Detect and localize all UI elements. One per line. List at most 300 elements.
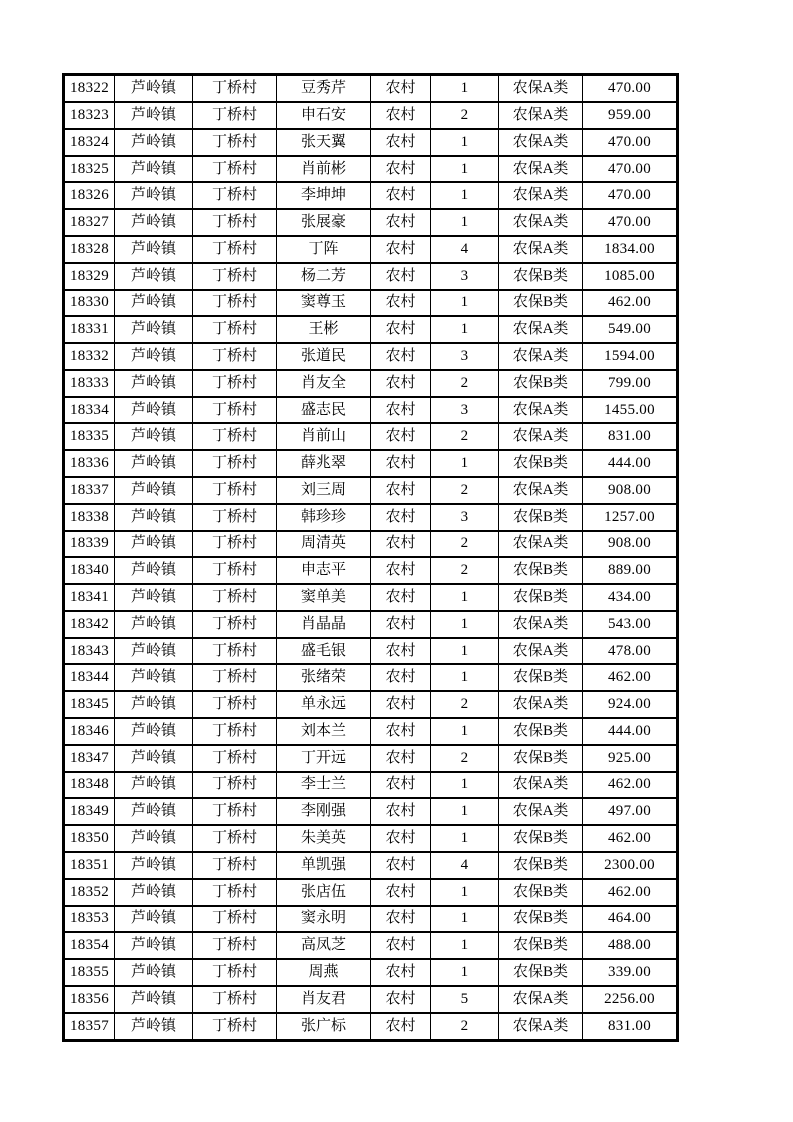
cell-insurance-category: 农保B类 — [499, 263, 583, 290]
table-row — [64, 397, 678, 424]
table-row — [64, 531, 678, 558]
cell-person-name: 盛毛银 — [277, 638, 371, 665]
cell-residence-type: 农村 — [371, 772, 431, 799]
cell-person-count: 1 — [431, 156, 499, 183]
cell-insurance-category: 农保A类 — [499, 397, 583, 424]
cell-insurance-category: 农保A类 — [499, 772, 583, 799]
cell-person-name: 杨二芳 — [277, 263, 371, 290]
cell-insurance-category: 农保B类 — [499, 906, 583, 933]
cell-amount: 434.00 — [583, 584, 678, 611]
cell-person-name: 薛兆翠 — [277, 450, 371, 477]
table-row — [64, 691, 678, 718]
table-row — [64, 718, 678, 745]
cell-town: 芦岭镇 — [115, 182, 193, 209]
cell-town: 芦岭镇 — [115, 932, 193, 959]
cell-person-name: 韩珍珍 — [277, 504, 371, 531]
table-row — [64, 611, 678, 638]
table-row — [64, 316, 678, 343]
cell-record-id: 18339 — [64, 531, 115, 558]
cell-residence-type: 农村 — [371, 611, 431, 638]
cell-insurance-category: 农保B类 — [499, 825, 583, 852]
cell-person-count: 1 — [431, 638, 499, 665]
cell-village: 丁桥村 — [193, 316, 277, 343]
cell-person-count: 3 — [431, 397, 499, 424]
cell-residence-type: 农村 — [371, 504, 431, 531]
table-row — [64, 343, 678, 370]
cell-residence-type: 农村 — [371, 932, 431, 959]
cell-village: 丁桥村 — [193, 236, 277, 263]
cell-person-count: 1 — [431, 584, 499, 611]
cell-person-name: 周清英 — [277, 531, 371, 558]
cell-person-count: 1 — [431, 959, 499, 986]
cell-village: 丁桥村 — [193, 825, 277, 852]
cell-person-name: 窦单美 — [277, 584, 371, 611]
cell-residence-type: 农村 — [371, 450, 431, 477]
cell-residence-type: 农村 — [371, 316, 431, 343]
cell-record-id: 18344 — [64, 664, 115, 691]
cell-insurance-category: 农保A类 — [499, 477, 583, 504]
cell-person-name: 周燕 — [277, 959, 371, 986]
cell-village: 丁桥村 — [193, 343, 277, 370]
cell-insurance-category: 农保B类 — [499, 664, 583, 691]
cell-record-id: 18351 — [64, 852, 115, 879]
cell-town: 芦岭镇 — [115, 638, 193, 665]
cell-village: 丁桥村 — [193, 504, 277, 531]
cell-residence-type: 农村 — [371, 263, 431, 290]
cell-amount: 831.00 — [583, 423, 678, 450]
cell-insurance-category: 农保B类 — [499, 504, 583, 531]
cell-insurance-category: 农保A类 — [499, 102, 583, 129]
cell-amount: 470.00 — [583, 129, 678, 156]
cell-residence-type: 农村 — [371, 959, 431, 986]
cell-insurance-category: 农保B类 — [499, 959, 583, 986]
cell-town: 芦岭镇 — [115, 504, 193, 531]
cell-person-count: 3 — [431, 263, 499, 290]
cell-person-name: 李刚强 — [277, 798, 371, 825]
table-row — [64, 932, 678, 959]
cell-village: 丁桥村 — [193, 638, 277, 665]
cell-person-count: 1 — [431, 825, 499, 852]
table-row — [64, 129, 678, 156]
cell-residence-type: 农村 — [371, 557, 431, 584]
cell-amount: 908.00 — [583, 531, 678, 558]
cell-person-count: 1 — [431, 932, 499, 959]
table-row — [64, 75, 678, 103]
cell-insurance-category: 农保A类 — [499, 798, 583, 825]
cell-record-id: 18331 — [64, 316, 115, 343]
cell-person-count: 1 — [431, 611, 499, 638]
cell-village: 丁桥村 — [193, 986, 277, 1013]
cell-town: 芦岭镇 — [115, 343, 193, 370]
cell-person-count: 1 — [431, 450, 499, 477]
cell-insurance-category: 农保A类 — [499, 611, 583, 638]
cell-amount: 1085.00 — [583, 263, 678, 290]
table-row — [64, 745, 678, 772]
cell-village: 丁桥村 — [193, 182, 277, 209]
cell-amount: 444.00 — [583, 450, 678, 477]
cell-record-id: 18355 — [64, 959, 115, 986]
cell-insurance-category: 农保A类 — [499, 316, 583, 343]
cell-residence-type: 农村 — [371, 691, 431, 718]
cell-person-count: 2 — [431, 531, 499, 558]
cell-village: 丁桥村 — [193, 531, 277, 558]
cell-record-id: 18353 — [64, 906, 115, 933]
cell-town: 芦岭镇 — [115, 102, 193, 129]
cell-village: 丁桥村 — [193, 611, 277, 638]
cell-person-count: 1 — [431, 75, 499, 103]
table-row — [64, 156, 678, 183]
cell-person-count: 2 — [431, 745, 499, 772]
cell-town: 芦岭镇 — [115, 879, 193, 906]
cell-person-name: 刘三周 — [277, 477, 371, 504]
cell-amount: 831.00 — [583, 1013, 678, 1041]
cell-person-name: 窦永明 — [277, 906, 371, 933]
cell-person-name: 申石安 — [277, 102, 371, 129]
cell-record-id: 18352 — [64, 879, 115, 906]
cell-town: 芦岭镇 — [115, 745, 193, 772]
cell-person-name: 申志平 — [277, 557, 371, 584]
cell-insurance-category: 农保A类 — [499, 236, 583, 263]
table-row — [64, 638, 678, 665]
cell-village: 丁桥村 — [193, 290, 277, 317]
cell-town: 芦岭镇 — [115, 236, 193, 263]
cell-insurance-category: 农保B类 — [499, 557, 583, 584]
cell-village: 丁桥村 — [193, 557, 277, 584]
cell-residence-type: 农村 — [371, 745, 431, 772]
records-table-body — [64, 75, 678, 1041]
table-row — [64, 852, 678, 879]
cell-person-name: 单凯强 — [277, 852, 371, 879]
cell-amount: 908.00 — [583, 477, 678, 504]
cell-person-count: 3 — [431, 504, 499, 531]
cell-residence-type: 农村 — [371, 477, 431, 504]
cell-amount: 462.00 — [583, 825, 678, 852]
table-row — [64, 477, 678, 504]
cell-record-id: 18342 — [64, 611, 115, 638]
cell-person-count: 2 — [431, 423, 499, 450]
cell-person-count: 1 — [431, 182, 499, 209]
cell-town: 芦岭镇 — [115, 852, 193, 879]
cell-village: 丁桥村 — [193, 450, 277, 477]
cell-residence-type: 农村 — [371, 584, 431, 611]
cell-record-id: 18338 — [64, 504, 115, 531]
cell-record-id: 18345 — [64, 691, 115, 718]
cell-person-name: 张绪荣 — [277, 664, 371, 691]
cell-record-id: 18349 — [64, 798, 115, 825]
cell-person-count: 1 — [431, 906, 499, 933]
cell-amount: 1594.00 — [583, 343, 678, 370]
records-table — [62, 73, 679, 1042]
cell-village: 丁桥村 — [193, 1013, 277, 1041]
cell-residence-type: 农村 — [371, 343, 431, 370]
table-sheet — [62, 73, 676, 1042]
cell-insurance-category: 农保A类 — [499, 638, 583, 665]
table-row — [64, 986, 678, 1013]
cell-residence-type: 农村 — [371, 986, 431, 1013]
cell-person-name: 豆秀芹 — [277, 75, 371, 103]
cell-amount: 497.00 — [583, 798, 678, 825]
cell-residence-type: 农村 — [371, 290, 431, 317]
cell-village: 丁桥村 — [193, 102, 277, 129]
table-row — [64, 772, 678, 799]
cell-person-count: 1 — [431, 879, 499, 906]
cell-amount: 799.00 — [583, 370, 678, 397]
cell-person-name: 高凤芝 — [277, 932, 371, 959]
cell-residence-type: 农村 — [371, 423, 431, 450]
cell-town: 芦岭镇 — [115, 611, 193, 638]
cell-town: 芦岭镇 — [115, 986, 193, 1013]
table-row — [64, 182, 678, 209]
cell-village: 丁桥村 — [193, 209, 277, 236]
cell-village: 丁桥村 — [193, 906, 277, 933]
cell-amount: 444.00 — [583, 718, 678, 745]
cell-person-name: 刘本兰 — [277, 718, 371, 745]
cell-amount: 1455.00 — [583, 397, 678, 424]
cell-amount: 925.00 — [583, 745, 678, 772]
cell-village: 丁桥村 — [193, 370, 277, 397]
cell-amount: 470.00 — [583, 182, 678, 209]
cell-amount: 462.00 — [583, 772, 678, 799]
cell-amount: 2256.00 — [583, 986, 678, 1013]
cell-residence-type: 农村 — [371, 370, 431, 397]
cell-person-count: 4 — [431, 852, 499, 879]
cell-record-id: 18347 — [64, 745, 115, 772]
cell-person-count: 2 — [431, 477, 499, 504]
cell-village: 丁桥村 — [193, 75, 277, 103]
cell-village: 丁桥村 — [193, 852, 277, 879]
cell-residence-type: 农村 — [371, 209, 431, 236]
cell-record-id: 18329 — [64, 263, 115, 290]
cell-amount: 339.00 — [583, 959, 678, 986]
table-row — [64, 504, 678, 531]
cell-amount: 470.00 — [583, 75, 678, 103]
cell-village: 丁桥村 — [193, 798, 277, 825]
cell-person-count: 1 — [431, 290, 499, 317]
cell-person-name: 肖前彬 — [277, 156, 371, 183]
cell-town: 芦岭镇 — [115, 718, 193, 745]
cell-insurance-category: 农保B类 — [499, 370, 583, 397]
cell-insurance-category: 农保A类 — [499, 986, 583, 1013]
table-row — [64, 102, 678, 129]
cell-person-name: 丁开远 — [277, 745, 371, 772]
cell-village: 丁桥村 — [193, 691, 277, 718]
cell-town: 芦岭镇 — [115, 129, 193, 156]
cell-record-id: 18323 — [64, 102, 115, 129]
cell-village: 丁桥村 — [193, 772, 277, 799]
cell-town: 芦岭镇 — [115, 263, 193, 290]
cell-town: 芦岭镇 — [115, 531, 193, 558]
cell-record-id: 18327 — [64, 209, 115, 236]
cell-town: 芦岭镇 — [115, 397, 193, 424]
cell-amount: 1257.00 — [583, 504, 678, 531]
cell-town: 芦岭镇 — [115, 691, 193, 718]
table-row — [64, 1013, 678, 1041]
cell-record-id: 18330 — [64, 290, 115, 317]
cell-person-count: 1 — [431, 798, 499, 825]
cell-person-name: 张展豪 — [277, 209, 371, 236]
cell-record-id: 18332 — [64, 343, 115, 370]
table-row — [64, 959, 678, 986]
cell-insurance-category: 农保A类 — [499, 182, 583, 209]
cell-amount: 2300.00 — [583, 852, 678, 879]
cell-town: 芦岭镇 — [115, 772, 193, 799]
cell-insurance-category: 农保A类 — [499, 691, 583, 718]
cell-town: 芦岭镇 — [115, 450, 193, 477]
cell-record-id: 18356 — [64, 986, 115, 1013]
cell-residence-type: 农村 — [371, 852, 431, 879]
cell-amount: 959.00 — [583, 102, 678, 129]
cell-record-id: 18350 — [64, 825, 115, 852]
cell-person-count: 2 — [431, 691, 499, 718]
cell-amount: 462.00 — [583, 879, 678, 906]
cell-record-id: 18337 — [64, 477, 115, 504]
cell-residence-type: 农村 — [371, 397, 431, 424]
cell-insurance-category: 农保B类 — [499, 745, 583, 772]
cell-residence-type: 农村 — [371, 156, 431, 183]
cell-residence-type: 农村 — [371, 638, 431, 665]
cell-amount: 478.00 — [583, 638, 678, 665]
cell-residence-type: 农村 — [371, 236, 431, 263]
table-row — [64, 879, 678, 906]
cell-person-count: 2 — [431, 370, 499, 397]
cell-record-id: 18322 — [64, 75, 115, 103]
cell-village: 丁桥村 — [193, 129, 277, 156]
cell-record-id: 18354 — [64, 932, 115, 959]
cell-town: 芦岭镇 — [115, 316, 193, 343]
cell-town: 芦岭镇 — [115, 664, 193, 691]
cell-record-id: 18341 — [64, 584, 115, 611]
table-row — [64, 584, 678, 611]
cell-record-id: 18335 — [64, 423, 115, 450]
cell-residence-type: 农村 — [371, 906, 431, 933]
cell-record-id: 18333 — [64, 370, 115, 397]
cell-person-name: 盛志民 — [277, 397, 371, 424]
cell-record-id: 18343 — [64, 638, 115, 665]
cell-person-count: 1 — [431, 772, 499, 799]
cell-person-count: 1 — [431, 718, 499, 745]
cell-amount: 924.00 — [583, 691, 678, 718]
cell-person-name: 张店伍 — [277, 879, 371, 906]
cell-amount: 889.00 — [583, 557, 678, 584]
cell-residence-type: 农村 — [371, 182, 431, 209]
cell-amount: 543.00 — [583, 611, 678, 638]
cell-amount: 470.00 — [583, 156, 678, 183]
cell-residence-type: 农村 — [371, 879, 431, 906]
cell-residence-type: 农村 — [371, 129, 431, 156]
cell-residence-type: 农村 — [371, 798, 431, 825]
cell-residence-type: 农村 — [371, 102, 431, 129]
cell-village: 丁桥村 — [193, 477, 277, 504]
cell-town: 芦岭镇 — [115, 959, 193, 986]
table-row — [64, 906, 678, 933]
cell-amount: 470.00 — [583, 209, 678, 236]
cell-person-count: 2 — [431, 557, 499, 584]
cell-village: 丁桥村 — [193, 664, 277, 691]
cell-insurance-category: 农保B类 — [499, 718, 583, 745]
cell-town: 芦岭镇 — [115, 1013, 193, 1041]
cell-amount: 549.00 — [583, 316, 678, 343]
cell-town: 芦岭镇 — [115, 75, 193, 103]
cell-person-name: 窦尊玉 — [277, 290, 371, 317]
table-row — [64, 236, 678, 263]
cell-person-name: 张道民 — [277, 343, 371, 370]
cell-village: 丁桥村 — [193, 584, 277, 611]
table-row — [64, 370, 678, 397]
cell-record-id: 18325 — [64, 156, 115, 183]
cell-insurance-category: 农保B类 — [499, 584, 583, 611]
cell-village: 丁桥村 — [193, 423, 277, 450]
table-row — [64, 798, 678, 825]
cell-person-count: 3 — [431, 343, 499, 370]
cell-record-id: 18328 — [64, 236, 115, 263]
cell-record-id: 18357 — [64, 1013, 115, 1041]
cell-village: 丁桥村 — [193, 932, 277, 959]
cell-amount: 488.00 — [583, 932, 678, 959]
cell-town: 芦岭镇 — [115, 584, 193, 611]
cell-town: 芦岭镇 — [115, 825, 193, 852]
cell-person-count: 2 — [431, 102, 499, 129]
cell-person-name: 丁阵 — [277, 236, 371, 263]
cell-record-id: 18348 — [64, 772, 115, 799]
cell-insurance-category: 农保A类 — [499, 423, 583, 450]
cell-person-name: 张广标 — [277, 1013, 371, 1041]
cell-amount: 464.00 — [583, 906, 678, 933]
cell-insurance-category: 农保A类 — [499, 1013, 583, 1041]
table-row — [64, 263, 678, 290]
cell-person-name: 王彬 — [277, 316, 371, 343]
cell-person-name: 肖友君 — [277, 986, 371, 1013]
table-row — [64, 450, 678, 477]
cell-person-name: 肖前山 — [277, 423, 371, 450]
cell-town: 芦岭镇 — [115, 290, 193, 317]
cell-village: 丁桥村 — [193, 718, 277, 745]
cell-record-id: 18324 — [64, 129, 115, 156]
cell-residence-type: 农村 — [371, 718, 431, 745]
cell-person-count: 4 — [431, 236, 499, 263]
cell-town: 芦岭镇 — [115, 557, 193, 584]
cell-insurance-category: 农保A类 — [499, 75, 583, 103]
cell-record-id: 18334 — [64, 397, 115, 424]
cell-record-id: 18340 — [64, 557, 115, 584]
cell-insurance-category: 农保B类 — [499, 852, 583, 879]
table-row — [64, 664, 678, 691]
cell-person-count: 2 — [431, 1013, 499, 1041]
cell-insurance-category: 农保B类 — [499, 932, 583, 959]
cell-town: 芦岭镇 — [115, 906, 193, 933]
cell-person-count: 1 — [431, 129, 499, 156]
cell-person-name: 李士兰 — [277, 772, 371, 799]
table-row — [64, 290, 678, 317]
cell-residence-type: 农村 — [371, 825, 431, 852]
table-row — [64, 557, 678, 584]
cell-person-name: 肖友全 — [277, 370, 371, 397]
table-row — [64, 209, 678, 236]
cell-residence-type: 农村 — [371, 531, 431, 558]
cell-amount: 1834.00 — [583, 236, 678, 263]
table-row — [64, 825, 678, 852]
cell-person-count: 5 — [431, 986, 499, 1013]
cell-person-count: 1 — [431, 209, 499, 236]
cell-amount: 462.00 — [583, 290, 678, 317]
cell-insurance-category: 农保A类 — [499, 209, 583, 236]
cell-village: 丁桥村 — [193, 156, 277, 183]
cell-record-id: 18346 — [64, 718, 115, 745]
cell-insurance-category: 农保B类 — [499, 290, 583, 317]
cell-person-name: 肖晶晶 — [277, 611, 371, 638]
cell-town: 芦岭镇 — [115, 209, 193, 236]
cell-insurance-category: 农保B类 — [499, 450, 583, 477]
cell-residence-type: 农村 — [371, 75, 431, 103]
